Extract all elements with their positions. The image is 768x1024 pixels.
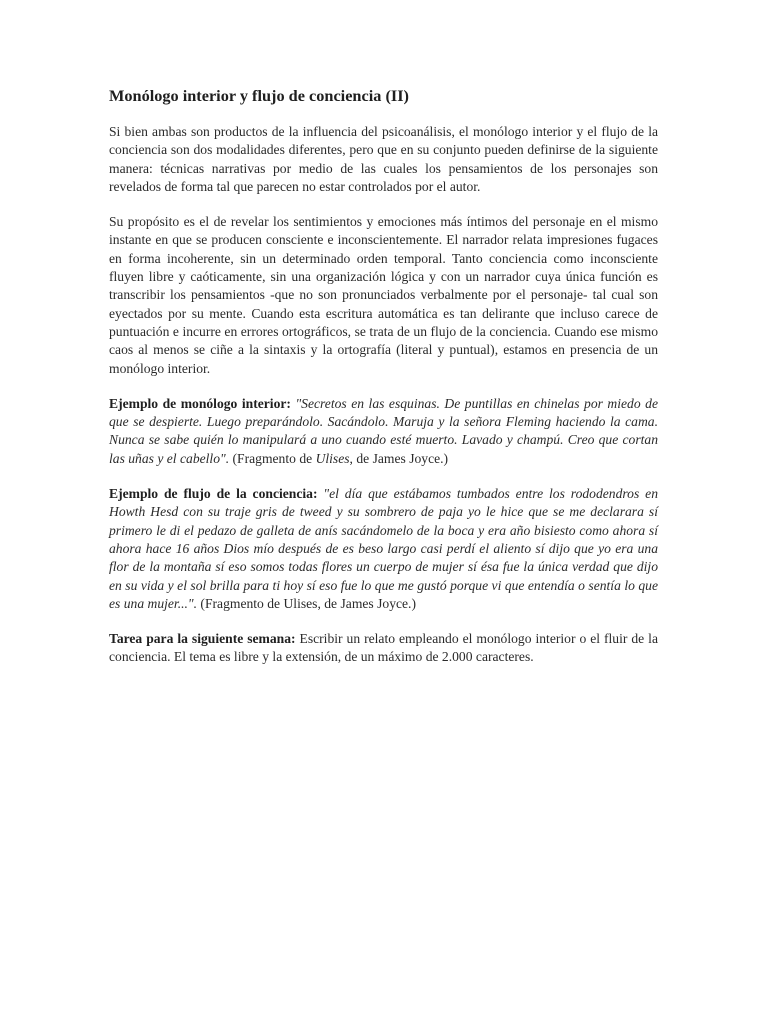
example-source-suffix: , de James Joyce.)	[349, 450, 449, 466]
interior-monologue-example	[109, 395, 658, 468]
example-label: Ejemplo de monólogo interior:	[109, 395, 291, 411]
example-source-title: Ulises	[315, 450, 350, 466]
homework-text: Escribir un relato empleando el monólogo interior o el fluir de la conciencia. El tema es libre y la extensión, de un máximo de 2.000 caracteres.	[109, 631, 658, 665]
example-source: (Fragmento de Ulises, de James Joyce.)	[197, 595, 416, 611]
intro-paragraph: Si bien ambas son productos de la influencia del psicoanálisis, el monólogo interior y el flujo de la conciencia son dos modalidades diferentes, pero que en su conjunto pueden definirse de la siguiente manera: técnicas narrativas por medio de las cuales los pensamientos de los personajes son revelados de forma tal que parecen no estar controlados por el autor.	[109, 124, 658, 194]
example-label: Ejemplo de flujo de la conciencia:	[109, 486, 318, 502]
document-page	[109, 84, 658, 684]
example-quote: "el día que estábamos tumbados entre los rododendros en Howth Hesd con su traje gris de tweed y su sombrero de paja yo le hice que se me declarara sí primero le di el pedazo de galleta de anís sacándomelo de la boca y era año bisiesto como ahora sí ahora hace 16 años Dios mío después de es beso largo casi perdí el aliento sí dijo que yo era una flor de la montaña sí eso somos todas flores un cuerpo de mujer sí ésa fue la única verdad que dijo en su vida y el sol brilla para ti hoy sí eso fue lo que me gustó porque vi que entendía o sentía lo que es una mujer...".	[109, 486, 658, 611]
homework-label: Tarea para la siguiente semana:	[109, 631, 296, 647]
document-title: Monólogo interior y flujo de conciencia (II)	[109, 86, 409, 105]
purpose-paragraph: Su propósito es el de revelar los sentimientos y emociones más íntimos del personaje en el mismo instante en que se producen consciente e inconscientemente. El narrador relata impresiones fugaces en forma incoherente, sin un determinado orden temporal. Tanto conciencia como inconsciente fluyen libre y caóticamente, sin una organización lógica y con un narrador cuya única función es transcribir los pensamientos -que no son pronunciados verbalmente por el personaje- tal cual son eyectados por su mente. Cuando esta escritura automática es tan delirante que incluso carece de puntuación e incurre en errores ortográficos, se trata de un flujo de la conciencia. Cuando ese mismo caos al menos se ciñe a la sintaxis y la ortografía (literal y puntual), estamos en presencia de un monólogo interior.	[109, 214, 658, 376]
example-quote: "Secretos en las esquinas. De puntillas en chinelas por miedo de que se despierte. Luego preparándolo. Sacándolo. Maruja y la señora Fleming haciendo la cama. Nunca se sabe quién lo manipulará a uno cuando esté muerto. Lavado y champú. Creo que cortan las uñas y el cabello".	[109, 395, 658, 466]
homework-paragraph	[109, 630, 658, 667]
stream-of-consciousness-example	[109, 485, 658, 613]
example-source-prefix: (Fragmento de	[229, 450, 316, 466]
